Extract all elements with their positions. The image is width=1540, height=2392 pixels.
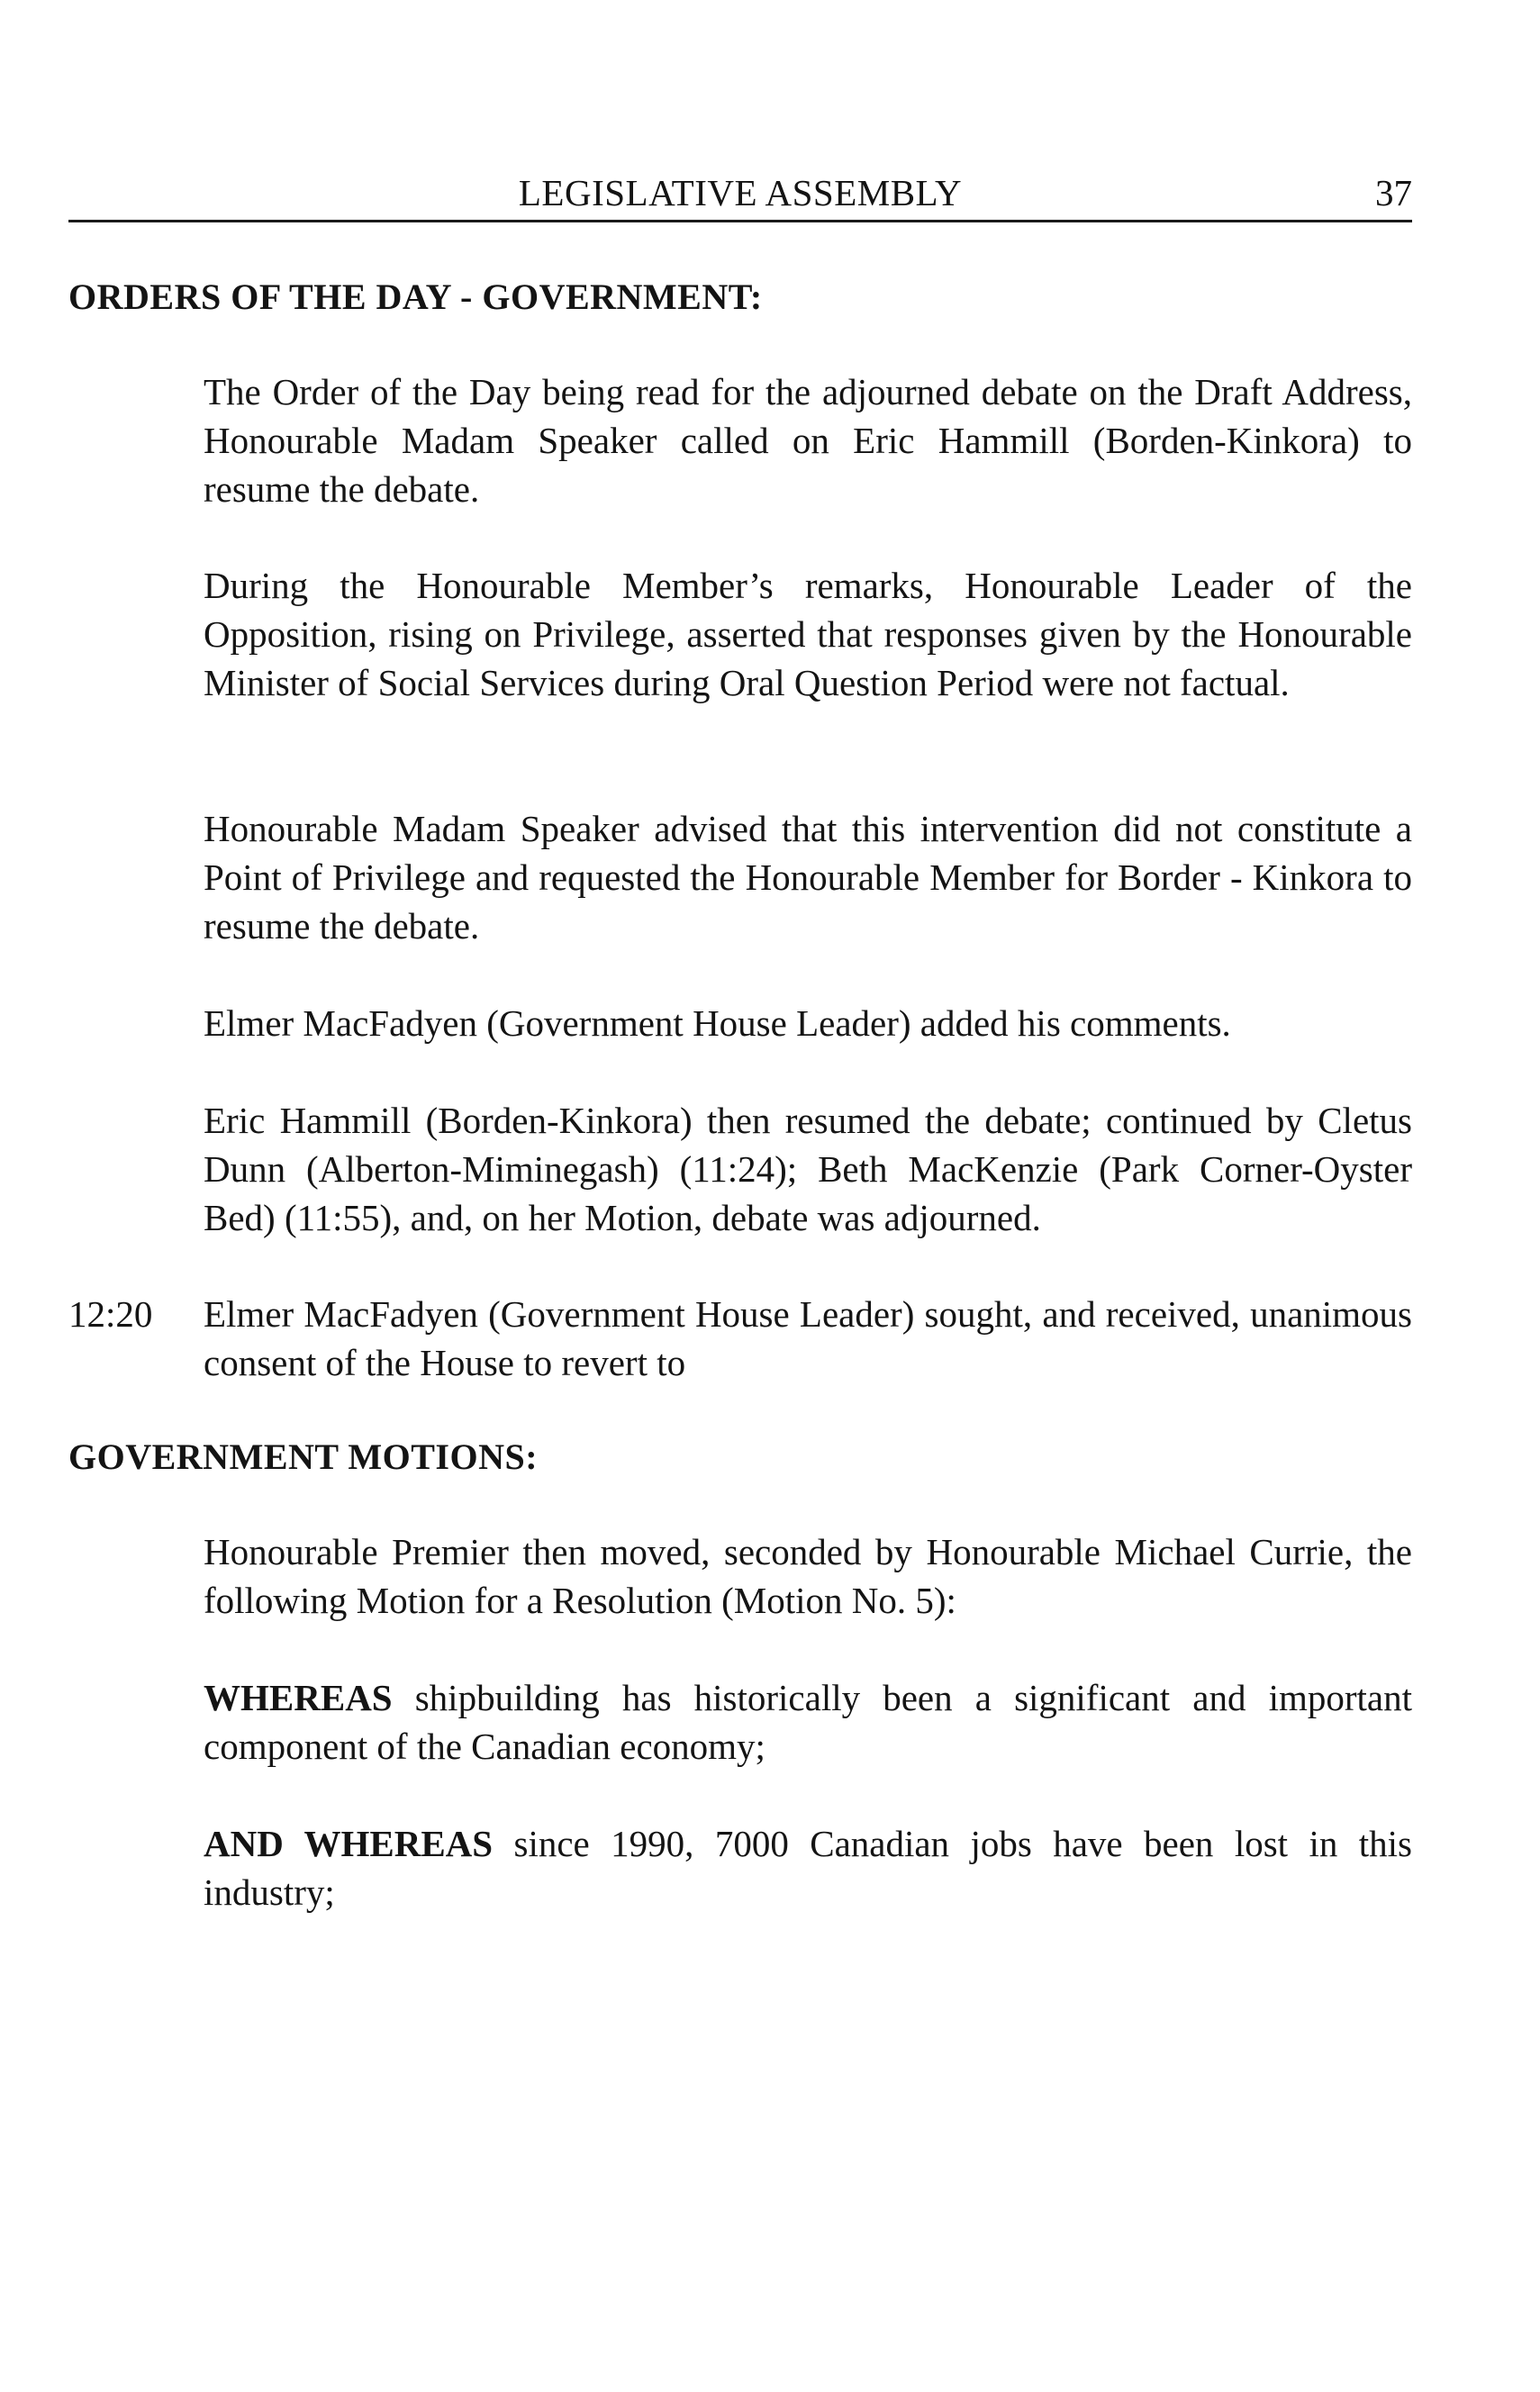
section-heading-motions: GOVERNMENT MOTIONS: (68, 1436, 539, 1477)
page-header (68, 168, 1412, 222)
paragraph-premier-motion: Honourable Premier then moved, seconded by Honourable Michael Currie, the following Motion for a Resolution (Motion No. 5): (204, 1531, 1412, 1621)
whereas-lead: WHEREAS (204, 1677, 393, 1718)
paragraph-debate-resumed: Eric Hammill (Borden-Kinkora) then resumed the debate; continued by Cletus Dunn (Alberton-Miminegash) (11:24); Beth MacKenzie (Park Corner-Oyster Bed) (11:55), and, on her Motion, debate was adjourned. (204, 1100, 1412, 1238)
section-heading-orders: ORDERS OF THE DAY - GOVERNMENT: (68, 276, 763, 317)
and-whereas-text: since 1990, 7000 Canadian jobs have been lost in this industry; (204, 1823, 1412, 1913)
paragraph-and-whereas-jobs (204, 1819, 1412, 1916)
and-whereas-lead: AND WHEREAS (204, 1823, 494, 1864)
paragraph-unanimous-consent: Elmer MacFadyen (Government House Leader) sought, and received, unanimous consent of the House to revert to (204, 1293, 1412, 1383)
paragraph-draft-address: The Order of the Day being read for the adjourned debate on the Draft Address, Honourable Madam Speaker called on Eric Hammill (Borden-Kinkora) to resume the debate. (204, 371, 1412, 510)
header-title: LEGISLATIVE ASSEMBLY (518, 172, 963, 213)
paragraph-whereas-shipbuilding (204, 1673, 1412, 1771)
page-number: 37 (1375, 172, 1412, 213)
whereas-text: shipbuilding has historically been a significant and important component of the Canadian economy; (204, 1677, 1412, 1767)
time-stamp: 12:20 (68, 1293, 153, 1335)
paragraph-privilege: During the Honourable Member’s remarks, Honourable Leader of the Opposition, rising on Privilege, asserted that responses given by the Honourable Minister of Social Services during Oral Question Period were not factual. (204, 565, 1412, 703)
paragraph-speaker-ruling: Honourable Madam Speaker advised that this intervention did not constitute a Point of Privilege and requested the Honourable Member for Border - Kinkora to resume the debate. (204, 808, 1412, 947)
paragraph-macfadyen-comments: Elmer MacFadyen (Government House Leader) added his comments. (204, 1002, 1231, 1044)
